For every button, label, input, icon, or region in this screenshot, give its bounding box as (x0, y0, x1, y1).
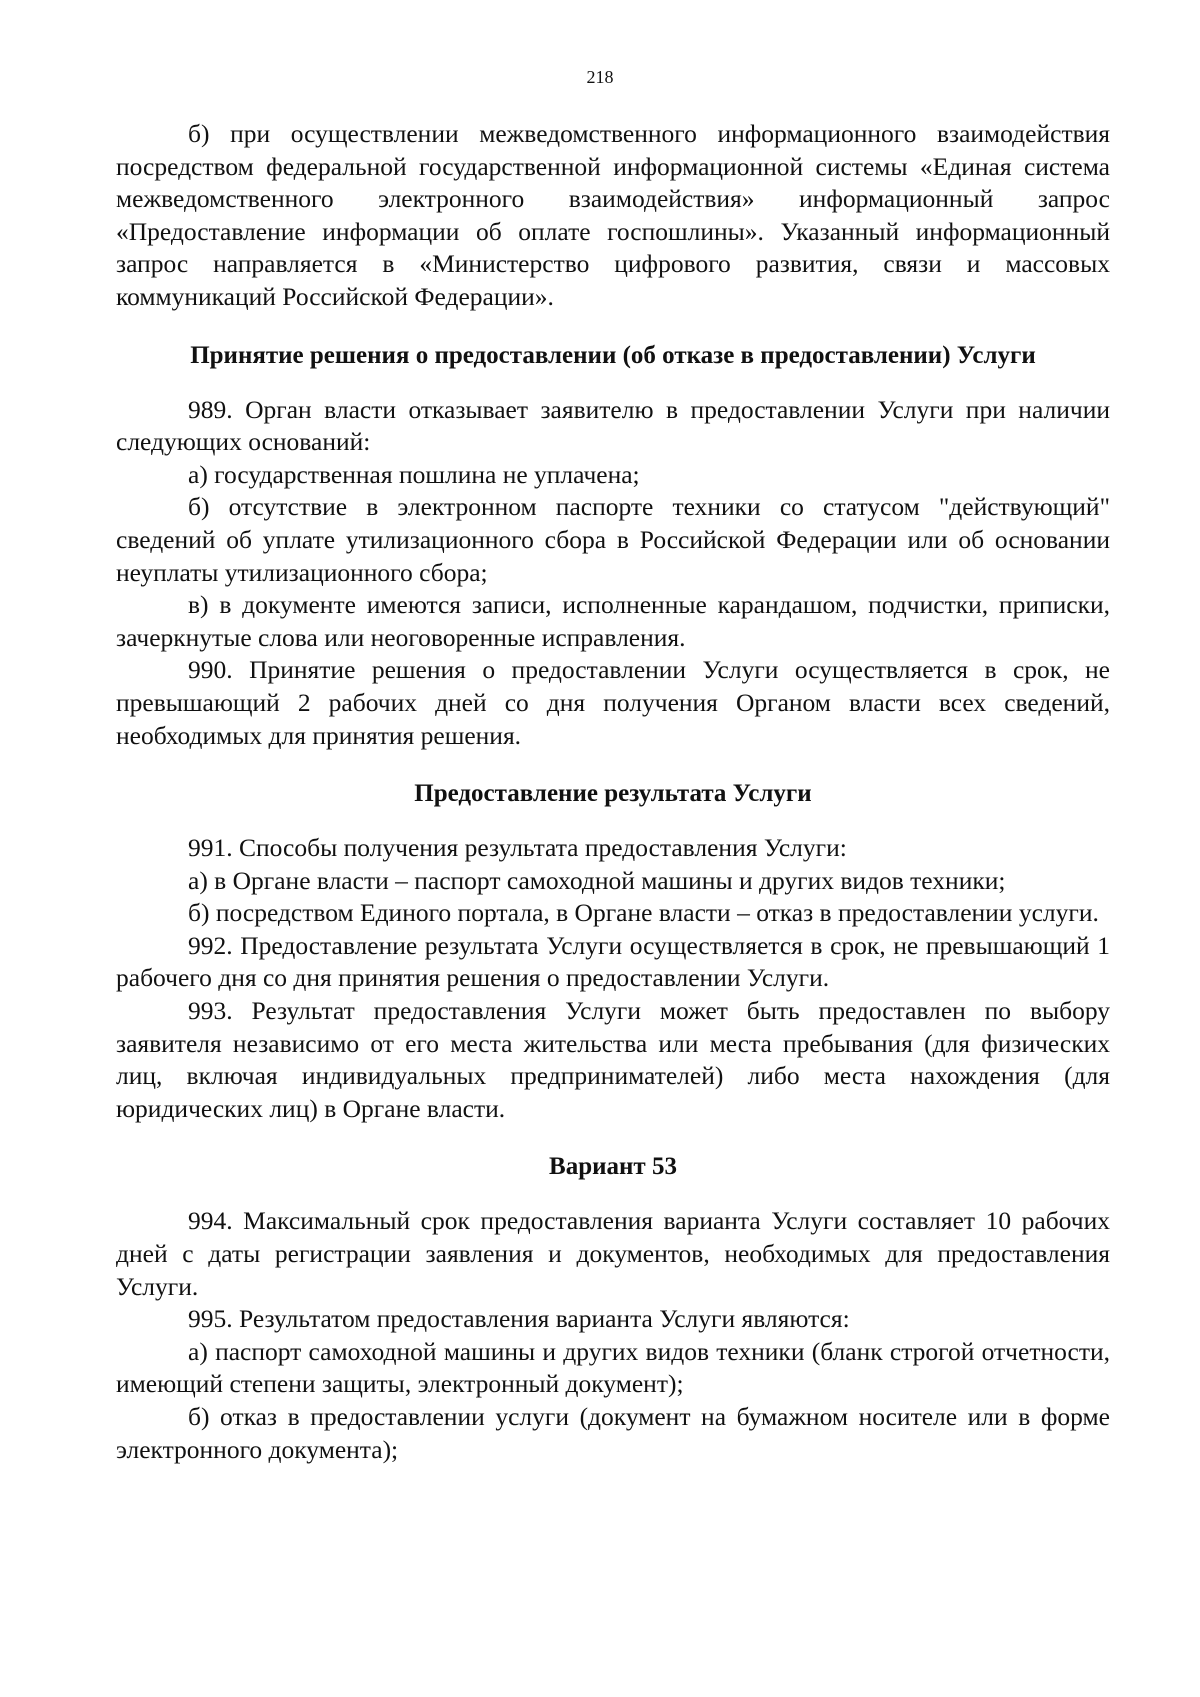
paragraph-992: 992. Предоставление результата Услуги осуществляется в срок, не превышающий 1 рабочего дня со дня принятия решения о предоставлении Услуги. (116, 930, 1110, 993)
paragraph-989-v: в) в документе имеются записи, исполненные карандашом, подчистки, приписки, зачеркнутые слова или неоговоренные исправления. (116, 590, 1110, 652)
paragraph-990: 990. Принятие решения о предоставлении Услуги осуществляется в срок, не превышающий 2 рабочих дней со дня получения Органом власти всех сведений, необходимых для принятия решения. (116, 655, 1110, 750)
paragraph-995-b: б) отказ в предоставлении услуги (документ на бумажном носителе или в форме электронного документа); (116, 1402, 1110, 1464)
paragraph-993: 993. Результат предоставления Услуги может быть предоставлен по выбору заявителя независимо от его места жительства или места пребывания (для физических лиц, включая индивидуальных предпринимателей) либо места нахождения (для юридических лиц) в Органе власти. (116, 996, 1110, 1123)
section-heading-decision: Принятие решения о предоставлении (об отказе в предоставлении) Услуги (190, 341, 1036, 369)
paragraph-989: 989. Орган власти отказывает заявителю в предоставлении Услуги при наличии следующих оснований: (116, 394, 1110, 457)
paragraph-995: 995. Результатом предоставления варианта Услуги являются: (188, 1304, 850, 1334)
paragraph-991-a: а) в Органе власти – паспорт самоходной машины и других видов техники; (188, 865, 1006, 895)
paragraph-989-a: а) государственная пошлина не уплачена; (188, 459, 640, 489)
paragraph-991: 991. Способы получения результата предоставления Услуги: (188, 833, 847, 863)
paragraph-b-interagency-request: б) при осуществлении межведомственного информационного взаимодействия посредством федеральной государственной информационной системы «Единая система межведомственного электронного взаимодействия» информационный запрос «Предоставление информации об оплате госпошлины». Указанный информационный запрос направляется в «Министерство цифрового развития, связи и массовых коммуникаций Российской Федерации». (116, 119, 1110, 311)
section-heading-result: Предоставление результата Услуги (414, 780, 812, 808)
paragraph-989-b: б) отсутствие в электронном паспорте техники со статусом "действующий" сведений об уплате утилизационного сбора в Российской Федерации или об основании неуплаты утилизационного сбора; (116, 492, 1110, 587)
paragraph-994: 994. Максимальный срок предоставления варианта Услуги составляет 10 рабочих дней с даты регистрации заявления и документов, необходимых для предоставления Услуги. (116, 1206, 1110, 1301)
paragraph-995-a: а) паспорт самоходной машины и других видов техники (бланк строгой отчетности, имеющий степени защиты, электронный документ); (116, 1336, 1110, 1399)
paragraph-991-b: б) посредством Единого портала, в Органе власти – отказ в предоставлении услуги. (188, 898, 1099, 928)
page-number: 218 (586, 67, 614, 87)
section-heading-variant-53: Вариант 53 (549, 1153, 677, 1181)
document-body (116, 118, 1110, 1466)
